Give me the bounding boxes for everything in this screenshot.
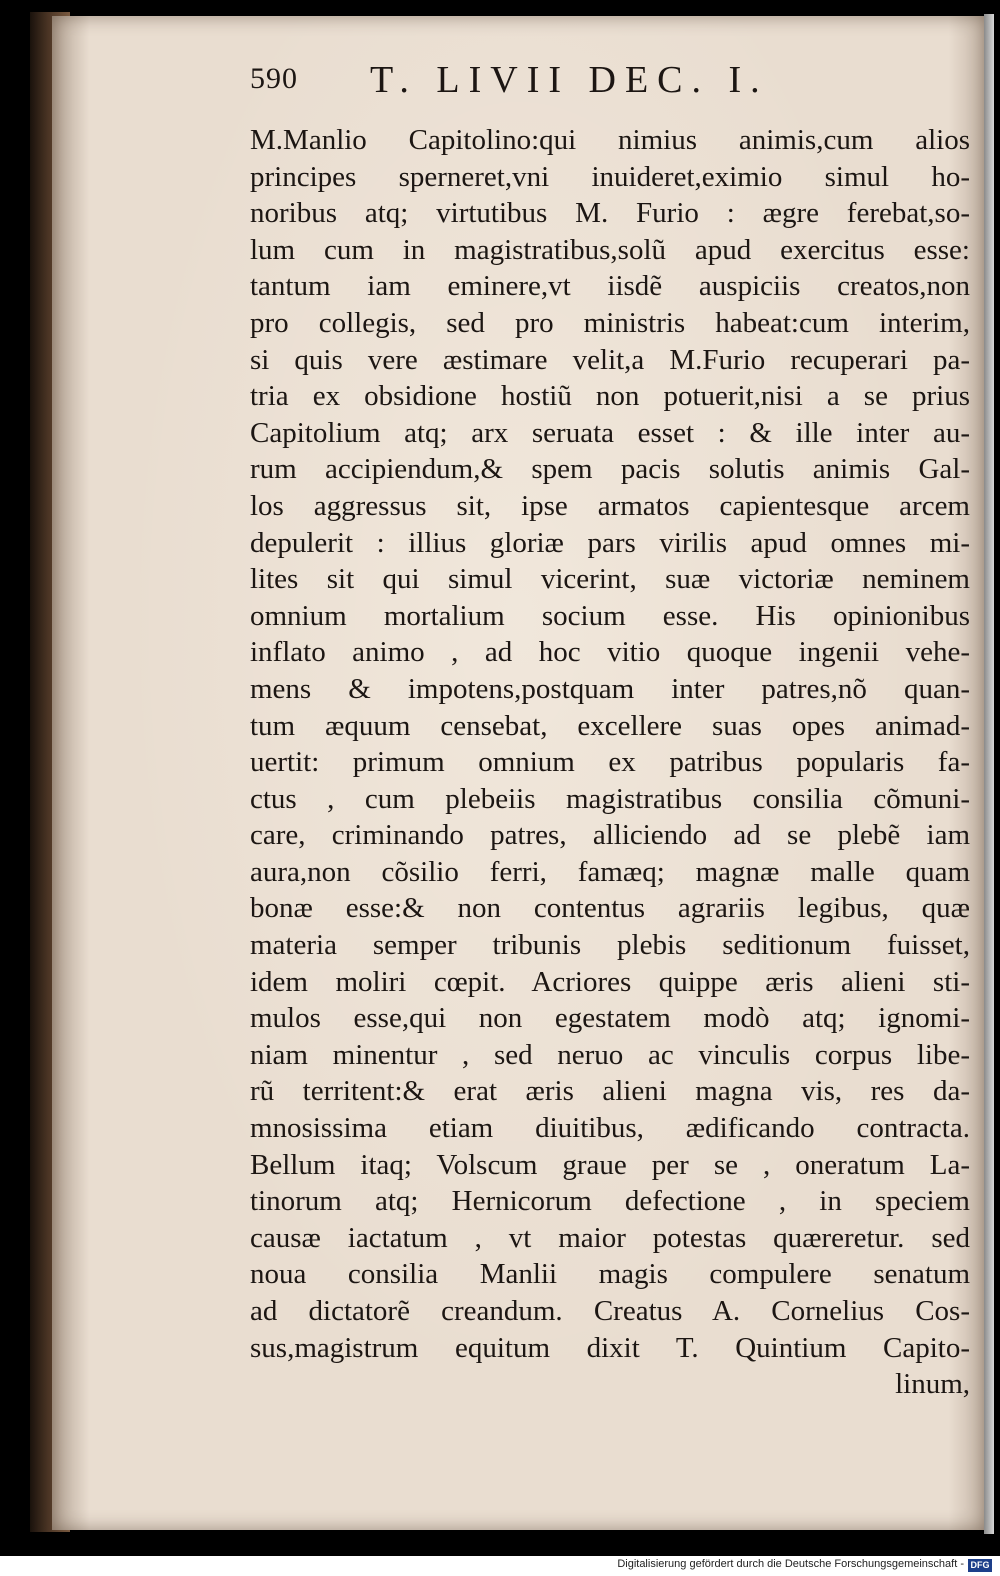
- text-line: Bellum itaq; Volscum graue per se , oneratum La-: [250, 1148, 970, 1181]
- text-line: M.Manlio Capitolino:qui nimius animis,cum alios: [250, 124, 970, 156]
- text-line: mulos esse,qui non egestatem modò atq; ignomi-: [250, 1002, 970, 1035]
- text-line: mnosissima etiam diuitibus, ædificando contracta.: [250, 1112, 970, 1145]
- text-line: aura,non cõsilio ferri, famæq; magnæ malle quam: [250, 855, 970, 888]
- page-number: 590: [250, 62, 298, 95]
- text-line: rum accipiendum,& spem pacis solutis animis Gal-: [250, 453, 970, 486]
- text-line: tantum iam eminere,vt iisdẽ auspiciis creatos,non: [250, 270, 970, 303]
- text-line: si quis vere æstimare velit,a M.Furio recuperari pa-: [250, 343, 970, 376]
- text-line: pro collegis, sed pro ministris habeat:cum interim,: [250, 306, 970, 339]
- funding-credit: Digitalisierung gefördert durch die Deutsche Forschungsgemeinschaft -: [617, 1558, 964, 1570]
- text-line: lites sit qui simul vicerint, suæ victoriæ neminem: [250, 563, 970, 596]
- text-line: inflato animo , ad hoc vitio quoque ingenii vehe-: [250, 636, 970, 669]
- text-line: tum æquum censebat, excellere suas opes animad-: [250, 709, 970, 742]
- text-line: mens & impotens,postquam inter patres,nõ quan-: [250, 672, 970, 705]
- running-title: T. LIVII DEC. I.: [370, 59, 769, 101]
- footer-bar: [0, 1556, 1000, 1576]
- text-line: principes sperneret,vni inuideret,eximio simul ho-: [250, 160, 970, 193]
- page-edge: [984, 14, 994, 1534]
- text-line: los aggressus sit, ipse armatos capientesque arcem: [250, 489, 970, 522]
- body-text: [250, 122, 970, 1403]
- text-line: tria ex obsidione hostiũ non potuerit,nisi a se prius: [250, 380, 970, 413]
- dfg-logo-icon: DFG: [968, 1559, 992, 1572]
- running-head: [250, 56, 970, 106]
- text-line: ad dictatorẽ creandum. Creatus A. Cornelius Cos-: [250, 1295, 970, 1327]
- text-line: uertit: primum omnium ex patribus popularis fa-: [250, 746, 970, 779]
- text-line: tinorum atq; Hernicorum defectione , in speciem: [250, 1185, 970, 1218]
- text-line: bonæ esse:& non contentus agrariis legibus, quæ: [250, 892, 970, 925]
- text-line: noua consilia Manlii magis compulere senatum: [250, 1258, 970, 1291]
- text-line: depulerit : illius gloriæ pars virilis apud omnes mi-: [250, 526, 970, 559]
- text-line: noribus atq; virtutibus M. Furio : ægre ferebat,so-: [250, 197, 970, 230]
- text-line: rũ territent:& erat æris alieni magna vis, res da-: [250, 1075, 970, 1108]
- text-line: care, criminando patres, alliciendo ad se plebẽ iam: [250, 819, 970, 852]
- text-line: sus,magistrum equitum dixit T. Quintium Capito-: [250, 1331, 970, 1364]
- text-line: omnium mortalium socium esse. His opinionibus: [250, 599, 970, 632]
- text-line: niam minentur , sed neruo ac vinculis corpus libe-: [250, 1038, 970, 1071]
- text-line: lum cum in magistratibus,solũ apud exercitus esse:: [250, 233, 970, 266]
- text-line: Capitolium atq; arx seruata esset : & ille inter au-: [250, 416, 970, 449]
- text-line: causæ iactatum , vt maior potestas quæreretur. sed: [250, 1221, 970, 1254]
- text-line: materia semper tribunis plebis seditionum fuisset,: [250, 929, 970, 962]
- catchword-line: linum,: [895, 1368, 970, 1401]
- text-line: ctus , cum plebeiis magistratibus consilia cõmuni-: [250, 782, 970, 815]
- text-line: idem moliri cœpit. Acriores quippe æris alieni sti-: [250, 965, 970, 998]
